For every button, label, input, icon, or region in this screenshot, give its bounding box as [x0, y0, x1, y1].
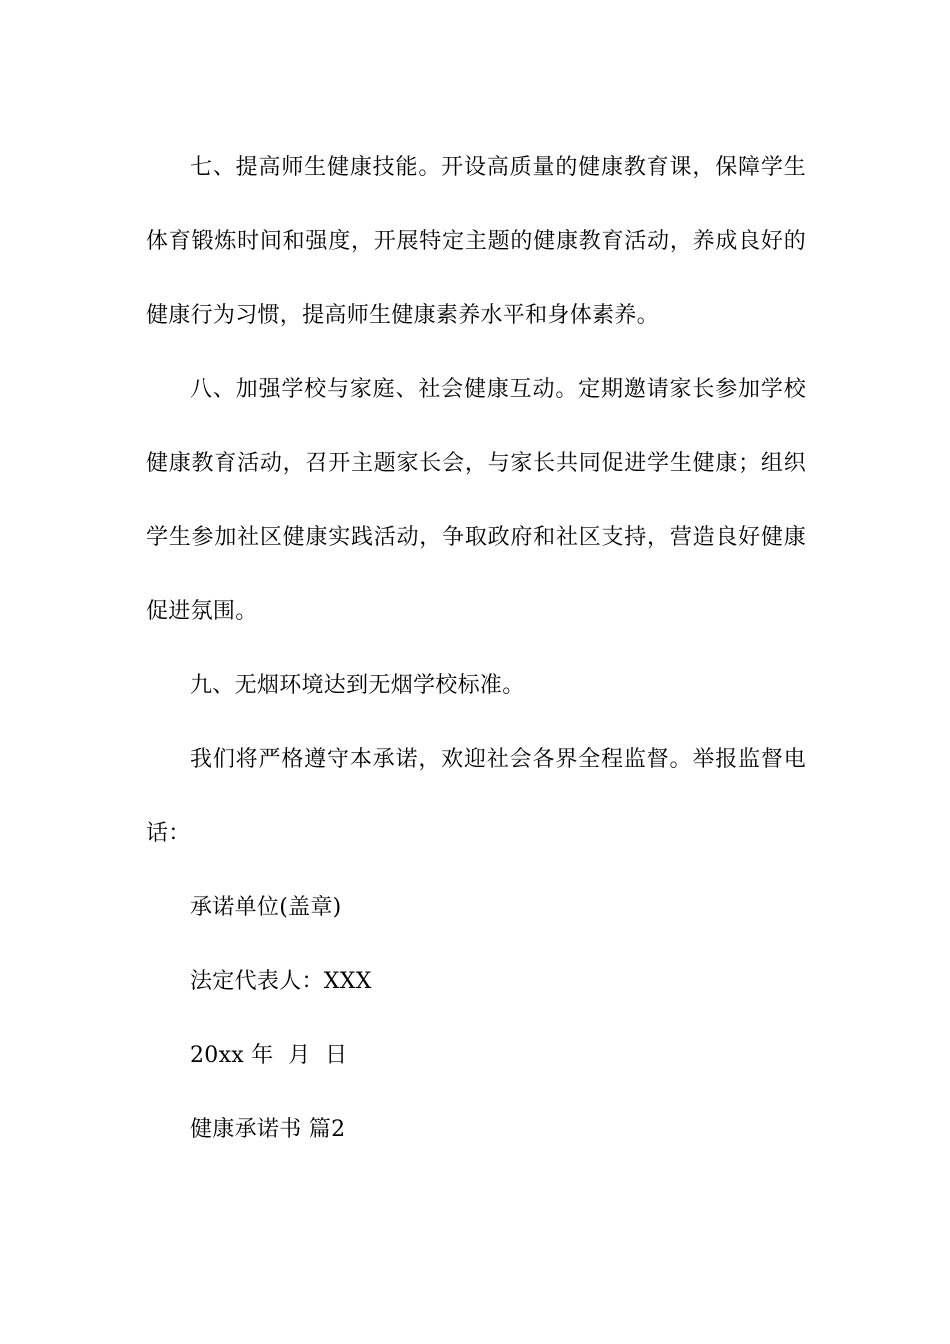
paragraph-item-9: 九、无烟环境达到无烟学校标准。 — [190, 673, 525, 698]
paragraph-supervision: 我们将严格遵守本承诺，欢迎社会各界全程监督。举报监督电话： — [146, 747, 806, 846]
paragraph-item-8: 八、加强学校与家庭、社会健康互动。定期邀请家长参加学校健康教育活动，召开主题家长会，与家长共同促进学生健康；组织学生参加社区健康实践活动，争取政府和社区支持，营造良好健康促进氛围。 — [146, 377, 806, 624]
document-body — [146, 131, 806, 1167]
paragraph-item-7: 七、提高师生健康技能。开设高质量的健康教育课，保障学生体育锻炼时间和强度，开展特定主题的健康教育活动，养成良好的健康行为习惯，提高师生健康素养水平和身体素养。 — [146, 155, 806, 328]
signature-date: 20xx 年 月 日 — [190, 1043, 348, 1068]
section-title: 健康承诺书 篇2 — [190, 1117, 346, 1142]
signature-representative: 法定代表人：XXX — [190, 969, 372, 994]
signature-unit: 承诺单位(盖章) — [190, 895, 342, 920]
